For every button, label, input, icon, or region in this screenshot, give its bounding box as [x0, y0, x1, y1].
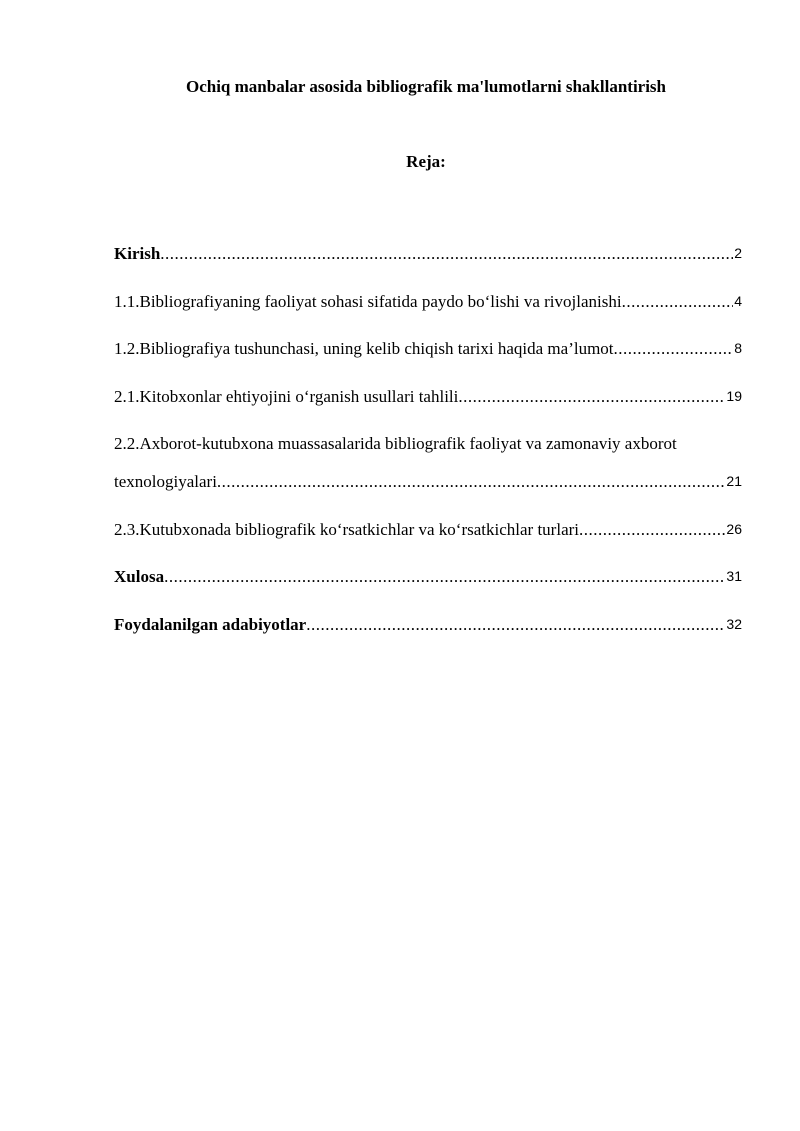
- toc-entry-label: 2.3.Kutubxonada bibliografik ko‘rsatkichlar va ko‘rsatkichlar turlari: [114, 519, 579, 539]
- toc-entry-label: 1.1.Bibliografiyaning faoliyat sohasi sifatida paydo bo‘lishi va rivojlanishi: [114, 291, 622, 311]
- table-of-contents: [114, 241, 742, 659]
- toc-entry-label: 1.2.Bibliografiya tushunchasi, uning kelib chiqish tarixi haqida ma’lumot: [114, 339, 614, 358]
- toc-page-number: 19: [726, 387, 742, 404]
- toc-entry-foydalanilgan-adabiyotlar: [114, 612, 742, 637]
- toc-entry-1-2: [114, 336, 742, 361]
- toc-page-number: 21: [726, 473, 742, 489]
- toc-entry-2-2: [114, 431, 742, 494]
- toc-page-number: 2: [734, 245, 742, 261]
- toc-entry-kirish: [114, 241, 742, 266]
- toc-entry-2-1: [114, 384, 742, 409]
- toc-entry-label: Kirish: [114, 244, 161, 263]
- document-title: Ochiq manbalar asosida bibliografik ma'lumotlarni shakllantirish: [185, 77, 667, 96]
- toc-dot-leader: [164, 564, 725, 589]
- toc-entry-1-1: [114, 289, 742, 314]
- toc-page-number: 4: [734, 292, 742, 309]
- toc-entry-continuation: [114, 469, 742, 494]
- toc-page-number: 8: [734, 340, 742, 356]
- toc-page-number: 31: [726, 568, 742, 584]
- toc-dot-leader: [579, 517, 725, 542]
- toc-entry-label: Foydalanilgan adabiyotlar: [114, 614, 307, 634]
- toc-page-number: 32: [726, 615, 742, 632]
- toc-dot-leader: [306, 612, 725, 637]
- toc-dot-leader: [614, 336, 734, 361]
- toc-entry-label: 2.2.Axborot-kutubxona muassasalarida bibliografik faoliyat va zamonaviy axborot: [114, 434, 677, 453]
- toc-entry-label-line2: texnologiyalari: [114, 472, 217, 491]
- toc-dot-leader: [217, 469, 726, 494]
- toc-dot-leader: [458, 384, 725, 409]
- toc-entry-label: 2.1.Kitobxonlar ehtiyojini o‘rganish usullari tahlili: [114, 386, 459, 406]
- toc-dot-leader: [622, 289, 734, 314]
- toc-entry-xulosa: [114, 564, 742, 589]
- toc-entry-label: Xulosa: [114, 567, 165, 586]
- toc-dot-leader: [160, 241, 733, 266]
- toc-page-number: 26: [726, 520, 742, 537]
- plan-heading: Reja:: [406, 152, 446, 171]
- toc-entry-2-3: [114, 517, 742, 542]
